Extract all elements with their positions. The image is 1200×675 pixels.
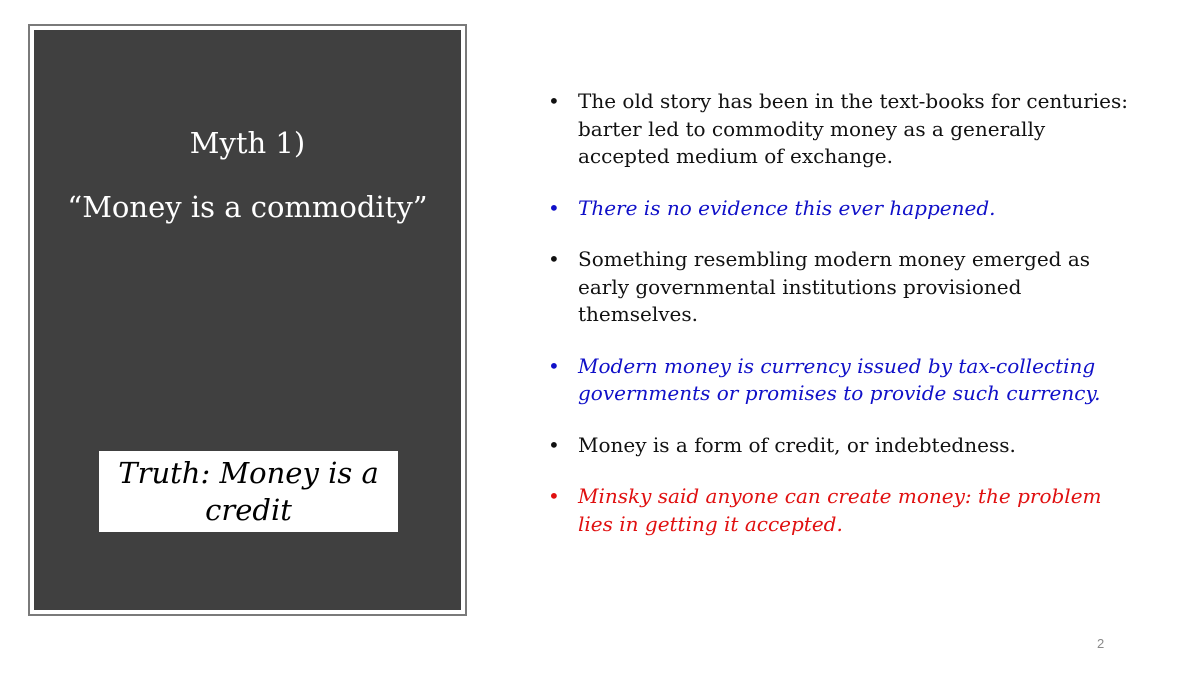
bullet-marker: • <box>548 89 560 113</box>
bullet-line: accepted medium of exchange. <box>578 144 893 168</box>
bullet-line: Money is a form of credit, or indebtedness. <box>578 432 1016 457</box>
truth-line-1: Truth: Money is a <box>118 456 379 490</box>
truth-line-2: credit <box>205 493 292 527</box>
bullet-money-credit <box>548 432 1138 460</box>
bullet-no-evidence <box>548 195 1138 223</box>
bullet-marker: • <box>548 195 560 220</box>
truth-box <box>99 451 398 532</box>
bullet-line: lies in getting it accepted. <box>578 511 843 536</box>
bullet-modern-money-currency <box>548 353 1138 408</box>
bullet-marker: • <box>548 353 560 378</box>
bullet-line: Modern money is currency issued by tax-collecting <box>578 353 1096 378</box>
bullet-line: There is no evidence this ever happened. <box>578 195 996 220</box>
bullet-line: The old story has been in the text-books for centuries: <box>578 89 1129 113</box>
bullet-list <box>548 88 1138 562</box>
bullet-line: Something resembling modern money emerged as <box>578 247 1091 271</box>
bullet-modern-money-emerged <box>548 246 1138 329</box>
myth-label: Myth 1) <box>189 126 306 160</box>
myth-quote: “Money is a commodity” <box>67 190 428 224</box>
bullet-line: barter led to commodity money as a generally <box>578 116 1046 141</box>
bullet-old-story <box>548 88 1138 171</box>
myth-panel-frame <box>28 24 467 616</box>
bullet-line: governments or promises to provide such currency. <box>578 381 1101 405</box>
bullet-line: Minsky said anyone can create money: the problem <box>578 484 1102 508</box>
bullet-line: themselves. <box>578 302 698 326</box>
bullet-marker: • <box>548 432 560 457</box>
bullet-line: early governmental institutions provisioned <box>578 274 1022 299</box>
page-number: 2 <box>1097 636 1105 651</box>
bullet-marker: • <box>548 484 560 508</box>
myth-panel <box>34 30 461 610</box>
bullet-marker: • <box>548 247 560 271</box>
bullet-minsky <box>548 483 1138 538</box>
